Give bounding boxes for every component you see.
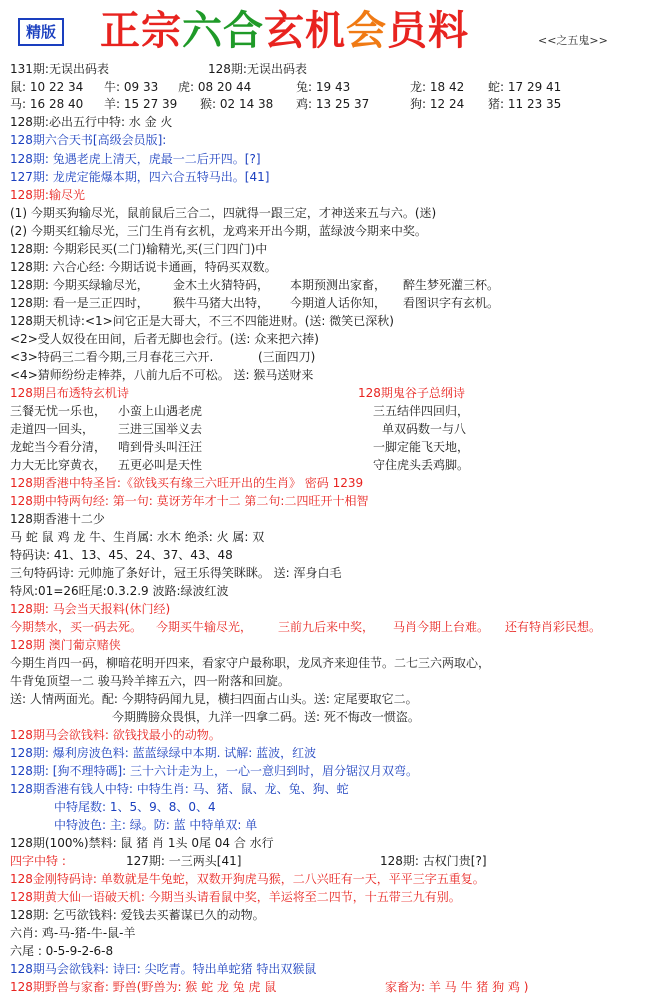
lose-all-line-1: (1) 今期买狗输尽光，鼠前鼠后三合二，四就得一跟三定，才神送来五与六。(迷) (10, 206, 437, 220)
poem-row-1-a: 三餐无忧一乐也， (10, 404, 107, 418)
zodiac-cell: 狗: 12 24 (410, 97, 465, 111)
five-elements-line: 128期:必出五行中特: 水 金 火 (10, 115, 173, 129)
green-lose-line-a: 128期: 今期买绿输尽光， (10, 278, 149, 292)
zodiac-cell: 马: 16 28 40 (10, 97, 84, 111)
ban-line: 128期(100%)禁料: 鼠 猪 肖 1头 0尾 04 合 水行 (10, 836, 274, 850)
zodiac-cell: 兔: 19 43 (296, 80, 351, 94)
tail-wave-line: 特风:01=26旺尾:0.3.2.9 波路:绿波红波 (10, 584, 229, 598)
green-lose-line-c: 本期预测出家畜， (290, 278, 387, 292)
heaven-book-heading: 128期六合天书[高级会员版]: (10, 133, 167, 147)
look-line-d: 看图识字有玄机。 (403, 296, 500, 310)
edict-text: 128期香港中特圣旨:《欲钱买有缘三六旺开出的生肖》 (10, 476, 301, 490)
macau-line-2: 牛背兔顶望一二 骏马羚羊摔五六，四一附落和回旋。 (10, 674, 290, 688)
page-title (100, 6, 469, 56)
beggar-line: 128期: 乞丐欲钱料: 爱钱去买蓄谋已久的动物。 (10, 908, 265, 922)
rest-door-a: 今期禁水，买一码去死。 (10, 620, 143, 634)
poem-row-1-b: 小蛮上山遇老虎 (118, 404, 203, 418)
heart-sutra-line: 128期: 六合心经: 今期话说卡通画，特码买双数。 (10, 260, 277, 274)
rich-man-wave: 中特波色: 主: 绿。防: 蓝 中特单双: 单 (54, 818, 258, 832)
zodiac-cell: 鸡: 13 25 37 (296, 97, 370, 111)
heaven-poem-line-2: <2>受人奴役在田间，后者无脚也会行。(送: 众来把六捧) (10, 332, 319, 346)
zodiac-animal: 鼠 (10, 80, 23, 94)
zodiac-cell: 虎: 08 20 44 (178, 80, 252, 94)
six-zodiacs-line: 六肖: 鸡-马-猪-牛-鼠-羊 (10, 926, 136, 940)
title-part-1: 正宗 (100, 8, 182, 54)
zodiac-animal: 猴 (200, 97, 213, 111)
guiguzi-poem-heading: 128期鬼谷子总纲诗 (358, 386, 465, 400)
three-verse-line: 三句特码诗: 元帅施了条好计，冠王乐得笑眯眯。 送: 浑身白毛 (10, 566, 342, 580)
king-kong-line: 128金刚特码诗: 单数就是牛兔蛇，双数开狗虎马猴，二八兴旺有一天，平平三字五重复。 (10, 872, 485, 886)
poem-row-3-c: 一脚定能飞天地， (373, 440, 470, 454)
door-line: 128期: 今期彩民买(二门)输精光,买(三门四门)中 (10, 242, 268, 256)
poem-row-2-a: 走道四一回头， (10, 422, 95, 436)
wong-tai-sin-line: 128期黄大仙一语破天机: 今期当头请看鼠中奖，羊运将至二四节，十五带三九有别。 (10, 890, 461, 904)
hk-twelve-zodiacs: 马 蛇 鼠 鸡 龙 牛、生肖属: 水木 绝杀: 火 属: 双 (10, 530, 265, 544)
zodiac-cell: 猪: 11 23 35 (488, 97, 562, 111)
poem-row-4-c: 守住虎头丢鸡脚。 (373, 458, 470, 472)
zodiac-nums: 12 24 (429, 97, 465, 111)
heaven-poem-line-4: <4>猜师纷纷走棒莽，八前九后不可松。 送: 猴马送财来 (10, 368, 314, 382)
lubu-poem-heading: 128期吕布透特玄机诗 (10, 386, 129, 400)
hk-twelve-heading: 128期香港十二少 (10, 512, 105, 526)
heaven-book-line-1: 128期: 兔遇老虎上清天，虎最一二后开四。[?] (10, 152, 261, 166)
special-code-line: 特码诀: 41、13、45、24、37、43、48 (10, 548, 233, 562)
poem-row-4-b: 五更必叫是天性 (118, 458, 203, 472)
look-line-c: 今期道人话你知， (290, 296, 387, 310)
look-line-a: 128期: 看一是三正四时， (10, 296, 149, 310)
zodiac-nums: 16 28 40 (29, 97, 84, 111)
zodiac-animal: 狗 (410, 97, 423, 111)
zodiac-animal: 牛 (104, 80, 117, 94)
heaven-poem-line-3: <3>特码三二看今期,三月春花三六开. (10, 350, 214, 364)
zodiac-nums: 11 23 35 (507, 97, 562, 111)
badge-jingban: 精版 (18, 18, 64, 46)
edict-code: 密码 1239 (304, 476, 364, 490)
title-part-4: 会 (346, 8, 387, 54)
zodiac-cell: 猴: 02 14 38 (200, 97, 274, 111)
heaven-poem-line-3-note: (三面四刀) (258, 350, 316, 364)
zodiac-nums: 13 25 37 (315, 97, 370, 111)
edict-line (10, 476, 363, 491)
poem-row-4-a: 力大无比穿黄衣， (10, 458, 107, 472)
macau-line-3: 送: 人情两面光。配: 今期特码闻九見，横扫四面占山头。送: 定尾要取它二。 (10, 692, 418, 706)
zodiac-nums: 08 20 44 (197, 80, 252, 94)
money-wish-line: 128期马会欲钱料: 欲钱找最小的动物。 (10, 728, 221, 742)
poem-row-2-c: 单双码数一与八 (382, 422, 467, 436)
six-tails-line: 六尾 : 0-5-9-2-6-8 (10, 944, 114, 958)
rich-man-line: 128期香港有钱人中特: 中特生肖: 马、猪、鼠、龙、兔、狗、蛇 (10, 782, 349, 796)
goubuli-line: 128期: [狗不理特碼]: 三十六计走为上，一心一意归到时，眉分锯汉月双弯。 (10, 764, 418, 778)
rest-door-e: 还有特肖彩民想。 (505, 620, 602, 634)
table-heading-left: 131期:无误出码表 (10, 62, 109, 76)
macau-line-1: 今期生肖四一码，柳暗花明开四来，看家守户最称职，龙凤齐来迎佳节。二七三六两取心， (10, 656, 491, 670)
zodiac-animal: 马 (10, 97, 23, 111)
rest-door-c: 三前九后来中奖， (278, 620, 375, 634)
lose-all-line-2: (2) 今期买红输尽光，三门生肖有玄机，龙鸡来开出今期，蓝绿波今期来中奖。 (10, 224, 427, 238)
poem-row-3-b: 啃到骨头叫汪汪 (118, 440, 203, 454)
zodiac-cell: 蛇: 17 29 41 (488, 80, 562, 94)
green-lose-line-b: 金木土火猜特码， (173, 278, 270, 292)
zodiac-animal: 蛇 (488, 80, 501, 94)
zodiac-nums: 19 43 (315, 80, 351, 94)
zodiac-nums: 10 22 34 (29, 80, 84, 94)
title-part-2: 六合 (182, 8, 264, 54)
table-heading-right: 128期:无误出码表 (208, 62, 307, 76)
heaven-poem-line-1: 128期天机诗:<1>问它正是大哥大，不三不四能进财。(送: 微笑已深秋) (10, 314, 394, 328)
rest-door-d: 马肖今期上台难。 (393, 620, 490, 634)
zodiac-cell: 牛: 09 33 (104, 80, 159, 94)
livestock-line: 家畜为: 羊 马 牛 猪 狗 鸡 ) (385, 980, 529, 994)
zodiac-nums: 09 33 (123, 80, 159, 94)
four-word-128: 128期: 古权门贵[?] (380, 854, 487, 868)
title-part-5: 员料 (387, 8, 469, 54)
zodiac-nums: 15 27 39 (123, 97, 178, 111)
heaven-book-line-2: 127期: 龙虎定能爆本期，四六合五特马出。[41] (10, 170, 270, 184)
zodiac-animal: 兔 (296, 80, 309, 94)
zodiac-nums: 17 29 41 (507, 80, 562, 94)
four-word-heading: 四字中特 : (10, 854, 66, 868)
zodiac-animal: 羊 (104, 97, 117, 111)
zodiac-animal: 龙 (410, 80, 423, 94)
author-tag: <<之五鬼>> (538, 34, 608, 47)
zodiac-animal: 虎 (178, 80, 191, 94)
two-verse-line: 128期中特两句经: 第一句: 莫讶芳年才十二 第二句:二四旺开十相智 (10, 494, 369, 508)
four-word-127: 127期: 一三两头[41] (126, 854, 242, 868)
green-lose-line-d: 醉生梦死灌三杯。 (403, 278, 500, 292)
macau-line-4: 今期腾膀众畏惧，九洋一四拿二码。送: 死不悔改一惯盗。 (112, 710, 420, 724)
zodiac-animal: 鸡 (296, 97, 309, 111)
zodiac-animal: 猪 (488, 97, 501, 111)
zodiac-cell: 龙: 18 42 (410, 80, 465, 94)
zodiac-cell: 鼠: 10 22 34 (10, 80, 84, 94)
lose-all-heading: 128期:输尽光 (10, 188, 85, 202)
poem-row-1-c: 三五结伴四回归， (373, 404, 470, 418)
color-wave-line: 128期: 爆利房波色料: 蓝蓝绿绿中本期. 试解: 蓝波，红波 (10, 746, 317, 760)
rest-door-b: 今期买牛输尽光， (156, 620, 253, 634)
wild-beast-line: 128期野兽与家畜: 野兽(野兽为: 猴 蛇 龙 兔 虎 鼠 (10, 980, 277, 994)
zodiac-nums: 02 14 38 (219, 97, 274, 111)
rich-man-tails: 中特尾数: 1、5、9、8、0、4 (54, 800, 216, 814)
title-part-3: 玄机 (264, 8, 346, 54)
horse-club-line: 128期马会欲钱料: 诗曰: 尖吃青。特出单蛇猪 特出双猴鼠 (10, 962, 317, 976)
look-line-b: 猴牛马猪大出特， (173, 296, 270, 310)
macau-heading: 128期 澳门葡京赌侠 (10, 638, 121, 652)
poem-row-3-a: 龙蛇当今看分清， (10, 440, 107, 454)
zodiac-nums: 18 42 (429, 80, 465, 94)
zodiac-cell: 羊: 15 27 39 (104, 97, 178, 111)
poem-row-2-b: 三进三国举义去 (118, 422, 203, 436)
rest-door-heading: 128期: 马会当天报料(休门经) (10, 602, 171, 616)
